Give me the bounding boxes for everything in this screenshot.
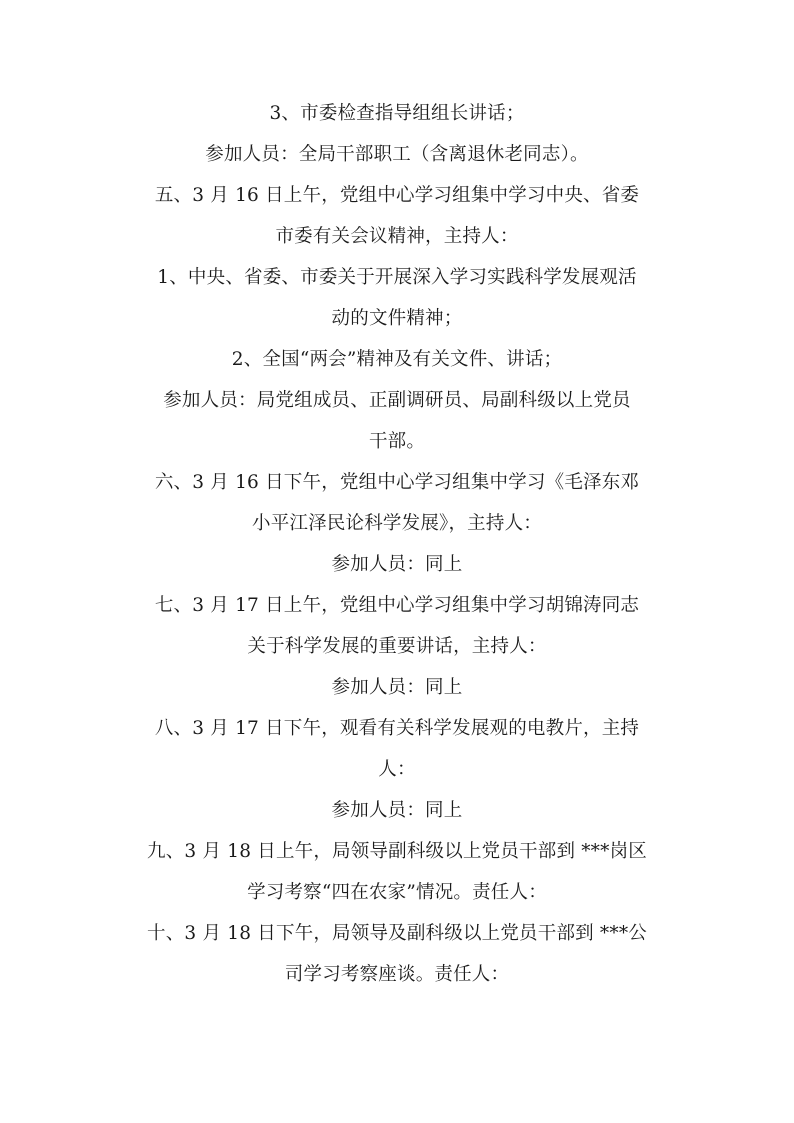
text-line: 动的文件精神； <box>331 308 463 329</box>
text-line: 人： <box>378 759 416 780</box>
text-line: 2、全国“两会”精神及有关文件、讲话； <box>231 349 563 370</box>
text-line: 五、3 月 16 日上午，党组中心学习组集中学习中央、省委 <box>154 185 640 206</box>
text-line: 关于科学发展的重要讲话，主持人： <box>247 636 547 657</box>
text-line: 参加人员：全局干部职工（含离退休老同志）。 <box>205 144 589 165</box>
text-line: 十、3 月 18 日下午，局领导及副科级以上党员干部到 ***公 <box>147 923 647 944</box>
text-line: 八、3 月 17 日下午，观看有关科学发展观的电教片，主持 <box>154 718 640 739</box>
text-line: 参加人员：同上 <box>331 677 463 698</box>
text-line: 参加人员：同上 <box>331 554 463 575</box>
text-line: 参加人员：同上 <box>331 800 463 821</box>
text-line: 小平江泽民论科学发展》，主持人： <box>252 513 542 534</box>
document-body <box>120 93 674 995</box>
text-line: 市委有关会议精神，主持人： <box>275 226 519 247</box>
text-line: 六、3 月 16 日下午，党组中心学习组集中学习《毛泽东邓 <box>154 472 640 493</box>
text-line: 3、市委检查指导组组长讲话； <box>269 103 525 124</box>
text-line: 1、中央、省委、市委关于开展深入学习实践科学发展观活 <box>157 267 637 288</box>
text-line: 九、3 月 18 日上午，局领导副科级以上党员干部到 ***岗区 <box>147 841 647 862</box>
text-line: 司学习考察座谈。责任人： <box>284 964 510 985</box>
text-line: 干部。 <box>368 431 426 452</box>
text-line: 学习考察“四在农家”情况。责任人： <box>247 882 547 903</box>
text-line: 参加人员：局党组成员、正副调研员、局副科级以上党员 <box>163 390 631 411</box>
text-line: 七、3 月 17 日上午，党组中心学习组集中学习胡锦涛同志 <box>154 595 640 616</box>
